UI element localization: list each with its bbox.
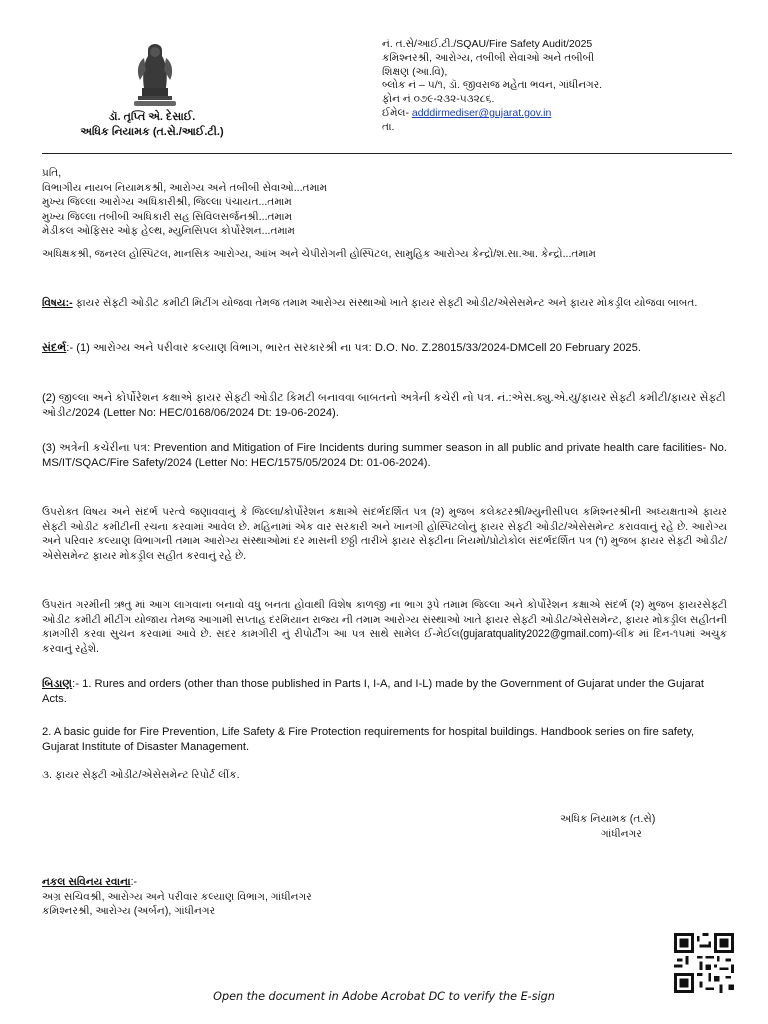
officer-name: ડૉ. તૃપ્તિ એ. દેસાઈ. <box>108 111 196 123</box>
enclosure-3: ૩. ફાયર સેફ્ટી ઓડીટ/એસેસમેન્ટ રિપોર્ટ લીંક. <box>42 769 240 781</box>
office-address: બ્લોક નં – ૫/૧, ડૉ. જીવરાજ મહેતા ભવન, ગાંધીનગર. <box>382 79 603 92</box>
reference-block <box>382 38 752 135</box>
copy-to-suffix: :- <box>130 876 138 888</box>
enclosure-2: 2. A basic guide for Fire Prevention, Life Safety & Fire Protection requirements for hospital buildings. Handbook series on fire safety, Gujarat Institute of Disaster Management. <box>42 726 695 754</box>
office-email <box>382 107 752 121</box>
date-label: તા. <box>382 120 395 133</box>
signature-block <box>560 812 720 841</box>
email-label: ઈમેલ- <box>382 106 412 119</box>
reference-1 <box>42 341 727 356</box>
subject-label: વિષય:- <box>42 297 73 309</box>
body-paragraph-1: ઉપરોક્ત વિષય અને સંદર્ભ પરત્વે જણાવવાનું કે જિલ્લા/કોર્પોરેશન કક્ષાએ સંદર્ભદર્શિત પત્ર (૨) મુજબ કલેક્ટરશ્રી/મ્યુનીસીપલ કમિશ્નરશ્રીની અધ્યક્ષતાએ ફાયર સેફ્ટી ઓડીટ કમીટીની રચના કરવામાં આવેલ છે. મહિનામાં એક વાર સરકારી અને ખાનગી હોસ્પિટલોનું ફાયર સેફ્ટી ઓડીટ/એસેસમેન્ટ કરાવવાનું રહે છે. આરોગ્ય અને પરિવાર કલ્યાણ વિભાગની તમામ આરોગ્ય સંસ્થાઓમાં દર માસની છઠ્ઠી તારીખે ફાયર સેફ્ટીના નિયમો/પ્રોટોકોલ સંદર્ભદર્શિત પત્ર (૧) મુજબ ફાયર સેફ્ટી ઓડીટ/એસેસમેન્ટ ફાયર મોકડ્રીલ સહીત કરવાનું રહે છે. <box>42 506 727 562</box>
subject <box>42 296 727 311</box>
enclosure-label: બિડાણ <box>42 678 73 690</box>
reference-2: (2) જીલ્લા અને કોર્પોરેશન કક્ષાએ ફાયર સેફ્ટી ઓડીટ કિમટી બનાવવા બાબતનો અત્રેની કચેરી નો પત્ર. નં.:એસ.ક્યુ.એ.યુ/ફાયર સેફ્ટી કમીટી/ફાયર સેફ્ટી ઓડીટ/2024 (Letter No: HEC/0168/06/2024 Dt: 19-06-2024). <box>42 392 726 420</box>
recipient-line: મેડીકલ ઓફિસર ઓફ હેલ્થ, મ્યુનિસિપલ કોર્પોરેશન...તમામ <box>42 225 296 238</box>
recipient-line: અધિક્ષકશ્રી, જનરલ હોસ્પિટલ, માનસિક આરોગ્ય, આંખ અને ચેપીરોગની હોસ્પિટલ, સામુહિક આરોગ્ય કેન્દ્રો/શ.સા.આ. કેન્દ્રો...તમામ <box>42 247 596 260</box>
copy-to-line: કમિશ્નરશ્રી, આરોગ્ય (અર્બન), ગાંધીનગર <box>42 905 216 918</box>
issuing-officer <box>62 110 242 140</box>
body-paragraph-2: ઉપરાંત ગરમીની ઋતુ માં આગ લાગવાના બનાવો વધુ બનતા હોવાથી વિશેષ કાળજી ના ભાગ રૂપે તમામ જિલ્લા અને કોર્પોરેશન કક્ષાએ સંદર્ભ (૨) મુજબ ફાયરસેફ્ટી ઓડીટ કમીટી મીટીંગ યોજાય તેમજ આગામી સપ્તાહ દરમિયાન રાજ્ય ની તમામ આરોગ્ય સંસ્થાઓ ખાતે ફાયર સેફ્ટી ઓડીટ/એસેસમેન્ટ, ફાયર મોકડ્રીલ સહીતની કામગીરી કરવા સુચન કરવામાં આવે છે. સદર કામગીરી નું રીપોર્ટીંગ આ પત્ર સાથે સામેલ ઈ-મેઈલ(gujaratquality2022@gmail.com)-લીંક માં દિન-૧૫માં અચુક કરવાનું રહેશે. <box>42 599 727 655</box>
esign-verify-note: Open the document in Adobe Acrobat DC to verify the E-sign <box>213 990 555 1003</box>
recipient-line: મુખ્ય જિલ્લા આરોગ્ય અધિકારીશ્રી, જિલ્લા પંચાયત...તમામ <box>42 196 292 209</box>
reference-number: નં. ત.સે/આઈ.ટી./SQAU/Fire Safety Audit/2025 <box>382 38 593 50</box>
enclosure-1-text: :- 1. Rures and orders (other than those published in Parts I, I-A, and I-L) made by the Government of Gujarat under the Gujarat Acts. <box>42 678 704 706</box>
header-divider <box>42 153 732 154</box>
reference-3: (3) અત્રેની કચેરીના પત્ર: Prevention and Mitigation of Fire Incidents during summer season in all public and private health care facilities- No. MS/IT/SQAC/Fire Safety/2024 (Letter No: HEC/1575/05/2024 Dt: 01-06-2024). <box>42 442 727 470</box>
reference-label: સંદર્ભ <box>42 342 67 354</box>
officer-designation: અધિક નિયામક (ત.સે./આઈ.ટી.) <box>80 126 224 138</box>
recipients <box>42 166 727 262</box>
prati-label: પ્રતિ, <box>42 167 62 179</box>
subject-text: ફાયર સેફ્ટી ઓડીટ કમીટી મિટીંગ યોજવા તેમજ તમામ આરોગ્ય સંસ્થાઓ ખાતે ફાયર સેફ્ટી ઓડીટ/એસેસમેન્ટ અને ફાયર મોકડ્રીલ યોજવા બાબત. <box>72 297 698 309</box>
office-line-2: શિક્ષણ (આ.વિ), <box>382 65 448 78</box>
email-link[interactable]: adddirmediser@gujarat.gov.in <box>411 106 552 119</box>
enclosure-1 <box>42 677 727 708</box>
recipient-line: મુખ્ય જિલ્લા તબીબી અધિકારી સહ સિવિલસર્જનશ્રી...તમામ <box>42 210 293 223</box>
qr-code-icon <box>674 933 734 993</box>
office-line-1: કમિશ્નરશ્રી, આરોગ્ય, તબીબી સેવાઓ અને તબીબી <box>382 51 595 64</box>
copy-to-line: અગ્ર સચિવશ્રી, આરોગ્ય અને પરીવાર કલ્યાણ વિભાગ, ગાંધીનગર <box>42 890 312 903</box>
office-phone: ફોન નં ૦૭૯-૨૩૨-૫૩૨૮૬. <box>382 93 495 106</box>
signature-place: ગાંધીનગર <box>601 827 642 840</box>
copy-to <box>42 875 727 919</box>
copy-to-label: નકલ સવિનય રવાના <box>42 876 131 888</box>
recipient-line: વિભાગીય નાયબ નિયામકશ્રી, આરોગ્ય અને તબીબી સેવાઓ...તમામ <box>42 181 328 194</box>
state-emblem-icon <box>126 40 184 108</box>
signature-designation: અધિક નિયામક (ત.સે) <box>560 813 656 825</box>
reference-1-text: :- (1) આરોગ્ય અને પરીવાર કલ્યાણ વિભાગ, ભારત સરકારશ્રી ના પત્ર: D.O. No. Z.28015/33/2024-DMCell 20 February 2025. <box>66 342 641 354</box>
